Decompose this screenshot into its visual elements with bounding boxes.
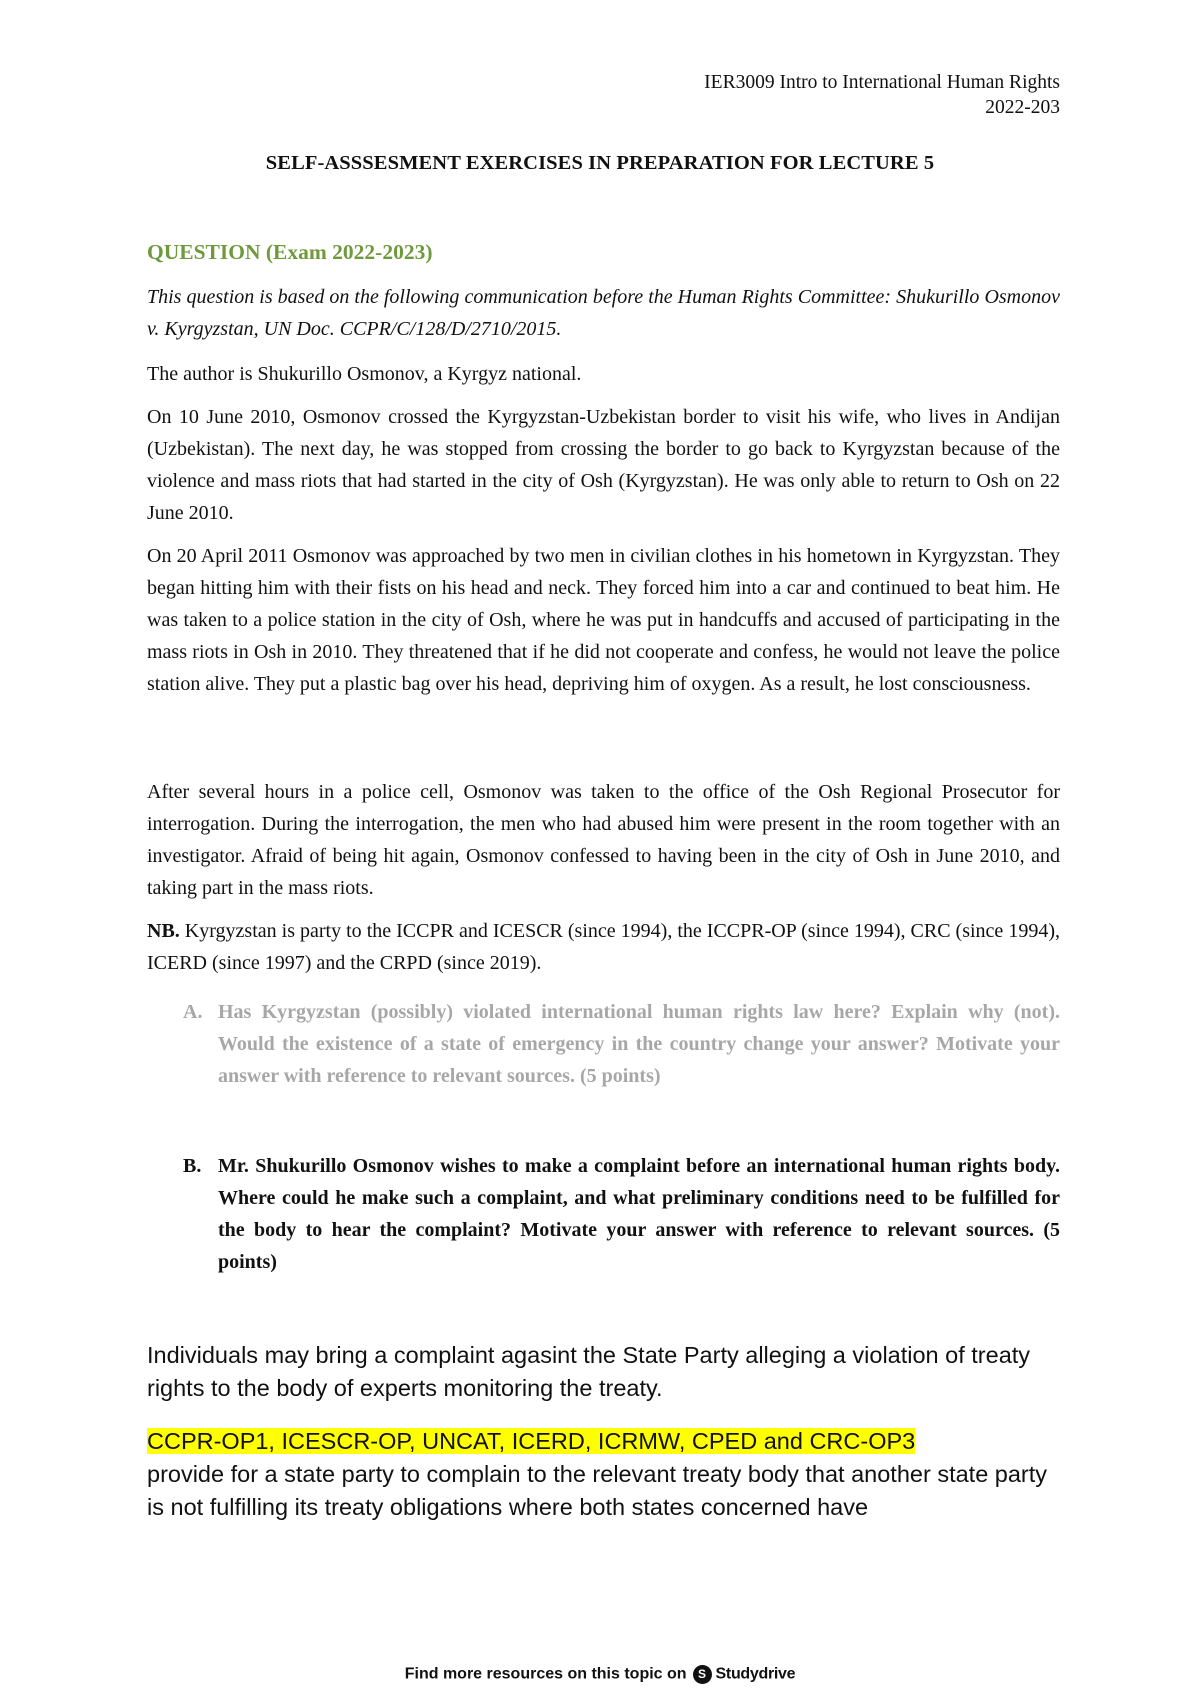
studydrive-logo-icon: S [693, 1665, 712, 1684]
facts-paragraph-3: After several hours in a police cell, Osmonov was taken to the office of the Osh Regional Prosecutor for interrogation. During the interrogation, the men who had abused him were present in the room together with an investigator. Afraid of being hit again, Osmonov confessed to having been in the city of Osh in June 2010, and taking part in the mass riots. [147, 781, 1060, 899]
answer-paragraph-1: Individuals may bring a complaint agasint the State Party alleging a violation of treaty rights to the body of experts monitoring the treaty. [147, 1342, 1031, 1401]
author-paragraph: The author is Shukurillo Osmonov, a Kyrgyz national. [147, 363, 582, 385]
page-title: SELF-ASSSESMENT EXERCISES IN PREPARATION FOR LECTURE 5 [265, 152, 935, 174]
answer-paragraph-2 [147, 1425, 1067, 1524]
footer-brand[interactable]: Studydrive [715, 1665, 796, 1683]
academic-year: 2022-203 [985, 97, 1060, 118]
nb-text: Kyrgyzstan is party to the ICCPR and ICESCR (since 1994), the ICCPR-OP (since 1994), CRC (since 1994), ICERD (since 1997) and the CRPD (since 2019). [147, 920, 1060, 974]
footer-promo[interactable] [0, 1665, 1200, 1684]
case-intro-paragraph: This question is based on the following communication before the Human Rights Committee: Shukurillo Osmonov v. Kyrgyzstan, UN Doc. CCPR/C/128/D/2710/2015. [147, 286, 1060, 340]
question-text: Has Kyrgyzstan (possibly) violated international human rights law here? Explain why (not). Would the existence of a state of emergency in the country change your answer? Motivate your answer with reference to relevant sources. (5 points) [218, 1001, 1060, 1087]
facts-paragraph-2: On 20 April 2011 Osmonov was approached by two men in civilian clothes in his hometown in Kyrgyzstan. They began hitting him with their fists on his head and neck. They forced him into a car and continued to beat him. He was taken to a police station in the city of Osh, where he was put in handcuffs and accused of participating in the mass riots in Osh in 2010. They threatened that if he did not cooperate and confess, he would not leave the police station alive. They put a plastic bag over his head, depriving him of oxygen. As a result, he lost consciousness. [147, 545, 1060, 695]
nb-label: NB. [147, 920, 180, 942]
question-item-a [183, 996, 1060, 1092]
footer-text: Find more resources on this topic on [404, 1665, 687, 1683]
question-letter: A. [183, 1001, 203, 1023]
facts-paragraph-1: On 10 June 2010, Osmonov crossed the Kyrgyzstan-Uzbekistan border to visit his wife, who lives in Andijan (Uzbekistan). The next day, he was stopped from crossing the border to go back to Kyrgyzstan because of the violence and mass riots that had started in the city of Osh (Kyrgyzstan). He was only able to return to Osh on 22 June 2010. [147, 406, 1060, 524]
document-header [704, 70, 1060, 120]
course-title: IER3009 Intro to International Human Rights [704, 72, 1060, 93]
nb-paragraph [147, 915, 1060, 979]
question-item-b [183, 1150, 1060, 1278]
question-letter: B. [183, 1155, 202, 1177]
highlighted-treaty-list: CCPR-OP1, ICESCR-OP, UNCAT, ICERD, ICRMW, CPED and CRC-OP3 [147, 1428, 916, 1454]
question-text: Mr. Shukurillo Osmonov wishes to make a complaint before an international human rights body. Where could he make such a complaint, and what preliminary conditions need to be fulfilled for the body to hear the complaint? Motivate your answer with reference to relevant sources. (5 points) [218, 1155, 1060, 1273]
question-heading: QUESTION (Exam 2022-2023) [147, 240, 433, 264]
answer-paragraph-2-rest: provide for a state party to complain to the relevant treaty body that another state party is not fulfilling its treaty obligations where both states concerned have [147, 1461, 1048, 1520]
